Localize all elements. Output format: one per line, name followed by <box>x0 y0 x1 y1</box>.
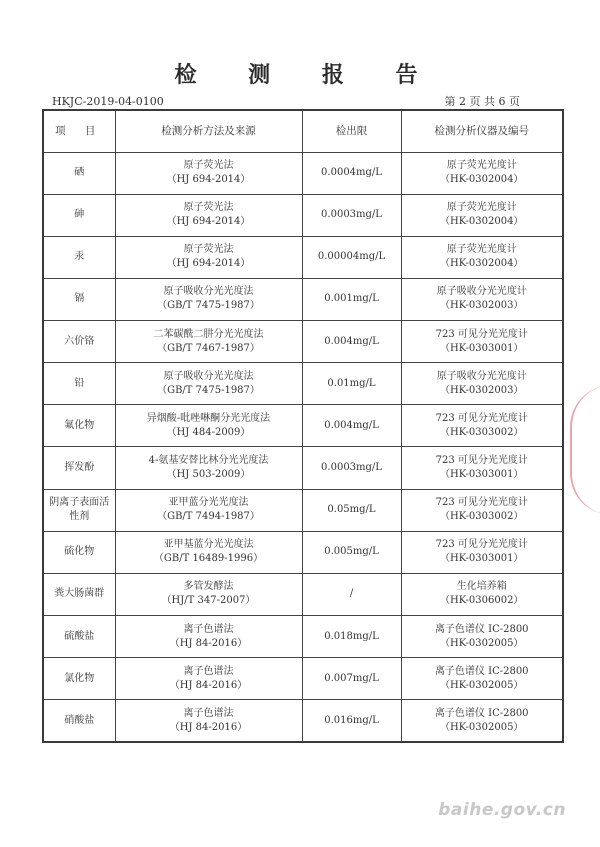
method-standard: （HJ 503-2009） <box>166 469 251 481</box>
seal-stamp-edge <box>570 385 600 515</box>
method-standard: （GB/T 7475-1987） <box>157 300 260 312</box>
instrument-number: （HK-0302004） <box>440 258 524 270</box>
instrument-name: 原子荧光光度计 <box>446 244 517 256</box>
instrument-number: （HK-0302004） <box>440 216 524 228</box>
method-standard: （HJ 694-2014） <box>166 216 251 228</box>
table-row <box>43 405 563 447</box>
item-cell: 氟化物 <box>43 405 115 447</box>
item-cell: 砷 <box>43 194 115 236</box>
header-limit: 检出限 <box>302 110 401 152</box>
instrument-name: 离子色谱仪 IC-2800 <box>434 665 529 677</box>
method-cell <box>115 531 302 573</box>
method-cell <box>115 152 302 194</box>
table-row <box>43 194 563 236</box>
method-cell <box>115 616 302 658</box>
instrument-number: （HK-0302005） <box>440 679 524 691</box>
method-cell <box>115 489 302 531</box>
item-cell: 铅 <box>43 363 115 405</box>
table-row <box>43 700 563 742</box>
header-item: 项 目 <box>43 110 115 152</box>
table-row <box>43 236 563 278</box>
method-cell <box>115 405 302 447</box>
method-standard: （GB/T 7475-1987） <box>157 384 260 396</box>
instrument-name: 723 可见分光光度计 <box>435 539 528 551</box>
instrument-name: 生化培养箱 <box>456 581 507 593</box>
instrument-cell <box>401 236 563 278</box>
header-method: 检测分析方法及来源 <box>115 110 302 152</box>
table-row <box>43 278 563 320</box>
method-name: 原子荧光法 <box>183 202 234 214</box>
detection-limit-cell: 0.0003mg/L <box>302 194 401 236</box>
detection-limit-cell: 0.05mg/L <box>302 489 401 531</box>
instrument-number: （HK-0302003） <box>440 300 524 312</box>
instrument-cell <box>401 658 563 700</box>
instrument-cell <box>401 700 563 742</box>
table-row <box>43 447 563 489</box>
method-cell <box>115 321 302 363</box>
table-row <box>43 658 563 700</box>
detection-limit-cell: 0.0003mg/L <box>302 447 401 489</box>
detection-limit-cell: 0.00004mg/L <box>302 236 401 278</box>
table-row <box>43 616 563 658</box>
method-name: 离子色谱法 <box>183 707 234 719</box>
method-name: 多管发酵法 <box>183 581 234 593</box>
method-name: 4-氨基安替比林分光光度法 <box>148 455 269 467</box>
instrument-number: （HK-0303001） <box>440 469 524 481</box>
detection-limit-cell: 0.001mg/L <box>302 278 401 320</box>
instrument-number: （HK-0302005） <box>440 721 524 733</box>
instrument-number: （HK-0306002） <box>440 595 524 607</box>
method-name: 原子荧光法 <box>183 160 234 172</box>
method-standard: （HJ/T 347-2007） <box>161 595 256 607</box>
instrument-number: （HK-0302005） <box>440 637 524 649</box>
instrument-number: （HK-0303002） <box>440 426 524 438</box>
watermark: baihe.gov.cn <box>438 800 566 820</box>
test-methods-table <box>42 109 564 743</box>
instrument-number: （HK-0303002） <box>440 511 524 523</box>
instrument-cell <box>401 405 563 447</box>
instrument-name: 723 可见分光光度计 <box>435 455 528 467</box>
instrument-cell <box>401 152 563 194</box>
instrument-name: 原子荧光光度计 <box>446 202 517 214</box>
instrument-number: （HK-0303001） <box>440 553 524 565</box>
item-cell: 汞 <box>43 236 115 278</box>
document-number: HKJC-2019-04-0100 <box>52 95 164 108</box>
item-cell: 硒 <box>43 152 115 194</box>
method-name: 离子色谱法 <box>183 665 234 677</box>
instrument-number: （HK-0303001） <box>440 342 524 354</box>
method-cell <box>115 194 302 236</box>
item-cell: 硫化物 <box>43 531 115 573</box>
instrument-name: 723 可见分光光度计 <box>435 328 528 340</box>
item-cell: 硫酸盐 <box>43 616 115 658</box>
method-cell <box>115 363 302 405</box>
method-standard: （HJ 84-2016） <box>169 637 248 649</box>
detection-limit-cell: 0.01mg/L <box>302 363 401 405</box>
instrument-cell <box>401 194 563 236</box>
item-cell: 氯化物 <box>43 658 115 700</box>
item-cell: 硝酸盐 <box>43 700 115 742</box>
instrument-cell <box>401 278 563 320</box>
method-name: 离子色谱法 <box>183 623 234 635</box>
table-row <box>43 152 563 194</box>
method-name: 原子荧光法 <box>183 244 234 256</box>
method-cell <box>115 278 302 320</box>
item-cell: 镉 <box>43 278 115 320</box>
method-name: 原子吸收分光光度法 <box>163 286 254 298</box>
method-standard: （GB/T 7494-1987） <box>157 511 260 523</box>
detection-limit-cell: 0.007mg/L <box>302 658 401 700</box>
method-name: 亚甲蓝分光光度法 <box>168 497 249 509</box>
detection-limit-cell: 0.018mg/L <box>302 616 401 658</box>
method-cell <box>115 658 302 700</box>
detection-limit-cell: 0.005mg/L <box>302 531 401 573</box>
method-name: 二苯碳酰二肼分光光度法 <box>153 328 264 340</box>
item-cell: 挥发酚 <box>43 447 115 489</box>
item-cell: 六价铬 <box>43 321 115 363</box>
page-title: 检 测 报 告 <box>174 63 440 88</box>
instrument-cell <box>401 616 563 658</box>
instrument-cell <box>401 573 563 615</box>
page-number: 第 2 页 共 6 页 <box>444 95 520 108</box>
instrument-cell <box>401 363 563 405</box>
instrument-cell <box>401 321 563 363</box>
instrument-cell <box>401 489 563 531</box>
instrument-name: 723 可见分光光度计 <box>435 497 528 509</box>
instrument-cell <box>401 531 563 573</box>
method-standard: （GB/T 7467-1987） <box>157 342 260 354</box>
detection-limit-cell: / <box>302 573 401 615</box>
item-cell: 阴离子表面活性剂 <box>43 489 115 531</box>
method-standard: （HJ 694-2014） <box>166 258 251 270</box>
instrument-name: 原子吸收分光光度计 <box>436 370 527 382</box>
method-cell <box>115 447 302 489</box>
detection-limit-cell: 0.016mg/L <box>302 700 401 742</box>
detection-limit-cell: 0.0004mg/L <box>302 152 401 194</box>
header-instrument: 检测分析仪器及编号 <box>401 110 563 152</box>
method-name: 亚甲基蓝分光光度法 <box>163 539 254 551</box>
instrument-name: 原子吸收分光光度计 <box>436 286 527 298</box>
method-cell <box>115 700 302 742</box>
method-cell <box>115 236 302 278</box>
table-row <box>43 321 563 363</box>
instrument-name: 原子荧光光度计 <box>446 160 517 172</box>
method-name: 异烟酸-吡唑啉酮分光光度法 <box>146 412 271 424</box>
table-row <box>43 531 563 573</box>
method-standard: （HJ 484-2009） <box>166 426 251 438</box>
method-standard: （HJ 84-2016） <box>169 721 248 733</box>
table-row <box>43 363 563 405</box>
instrument-name: 离子色谱仪 IC-2800 <box>434 707 529 719</box>
method-standard: （GB/T 16489-1996） <box>153 553 264 565</box>
instrument-name: 离子色谱仪 IC-2800 <box>434 623 529 635</box>
method-cell <box>115 573 302 615</box>
table-header-row <box>43 110 563 152</box>
method-standard: （HJ 84-2016） <box>169 679 248 691</box>
detection-limit-cell: 0.004mg/L <box>302 405 401 447</box>
table-row <box>43 573 563 615</box>
detection-limit-cell: 0.004mg/L <box>302 321 401 363</box>
table-row <box>43 489 563 531</box>
instrument-name: 723 可见分光光度计 <box>435 412 528 424</box>
item-cell: 粪大肠菌群 <box>43 573 115 615</box>
instrument-number: （HK-0302004） <box>440 174 524 186</box>
method-name: 原子吸收分光光度法 <box>163 370 254 382</box>
instrument-cell <box>401 447 563 489</box>
method-standard: （HJ 694-2014） <box>166 174 251 186</box>
instrument-number: （HK-0302003） <box>440 384 524 396</box>
